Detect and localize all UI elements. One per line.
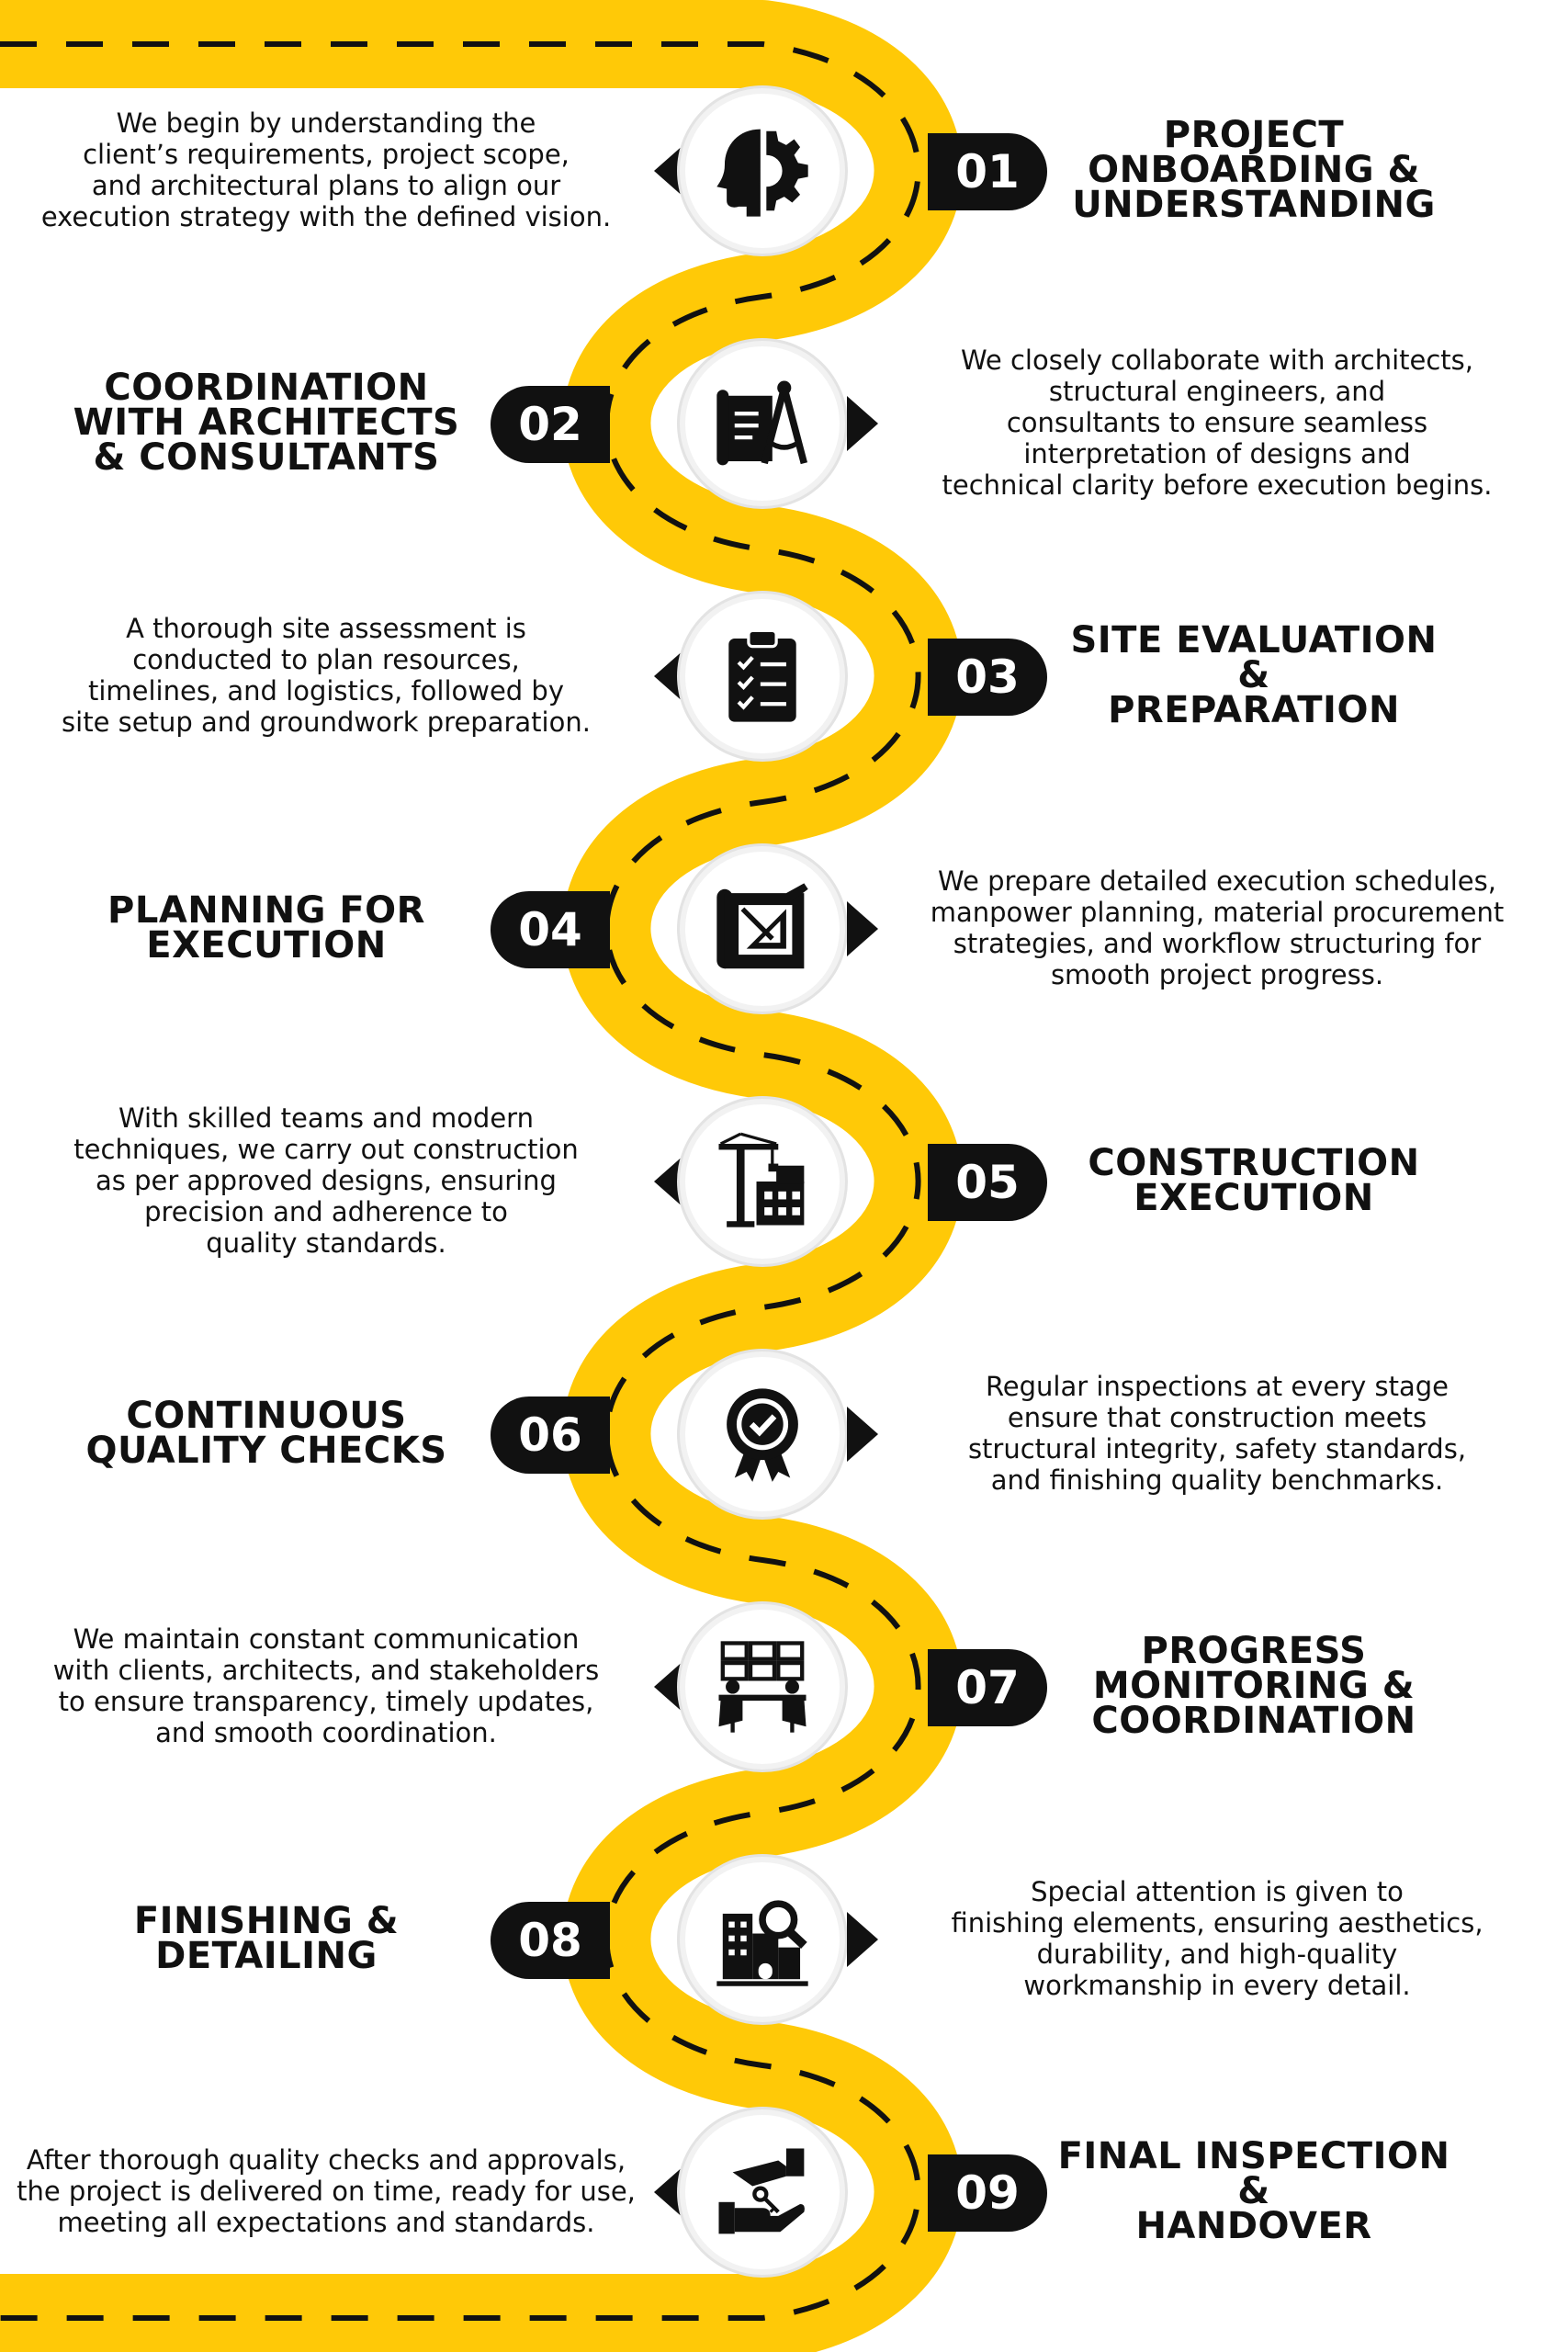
blueprint-ruler-icon bbox=[713, 879, 812, 978]
key-handover-icon bbox=[713, 2143, 812, 2242]
step-1-number: 01 bbox=[928, 133, 1047, 210]
step-2-description: We closely collaborate with architects, structural engineers, and consultants to ensure seamless interpretation of designs and technical clarity before execution begins. bbox=[942, 345, 1493, 501]
step-5-number: 05 bbox=[928, 1144, 1047, 1221]
step-8-pointer bbox=[847, 1912, 878, 1967]
step-7-title: PROGRESS MONITORING & COORDINATION bbox=[1091, 1630, 1416, 1742]
step-1 bbox=[0, 46, 1568, 276]
step-9-number: 09 bbox=[928, 2154, 1047, 2232]
step-8 bbox=[0, 1815, 1568, 2044]
step-8-icon-circle bbox=[680, 1857, 845, 2022]
step-9-description: After thorough quality checks and approvals, the project is delivered on time, ready for use, meeting all expectations and standards. bbox=[17, 2144, 636, 2238]
step-7 bbox=[0, 1562, 1568, 1792]
step-3-number: 03 bbox=[928, 639, 1047, 716]
step-7-icon-circle bbox=[680, 1604, 845, 1770]
step-6-icon-circle bbox=[680, 1351, 845, 1517]
step-2-title: COORDINATION WITH ARCHITECTS & CONSULTANTS bbox=[73, 367, 460, 479]
step-9-icon-circle bbox=[680, 2109, 845, 2275]
step-6-description: Regular inspections at every stage ensure that construction meets structural integrity, safety standards, and finishing quality benchmarks. bbox=[967, 1371, 1467, 1496]
step-8-number: 08 bbox=[491, 1902, 610, 1979]
step-5-icon-circle bbox=[680, 1099, 845, 1264]
step-8-title: FINISHING & DETAILING bbox=[133, 1900, 400, 1977]
step-9-title: FINAL INSPECTION & HANDOVER bbox=[1057, 2135, 1450, 2247]
step-4-pointer bbox=[847, 901, 878, 956]
step-1-icon-circle bbox=[680, 88, 845, 254]
quality-badge-icon bbox=[713, 1385, 812, 1484]
step-8-description: Special attention is given to finishing elements, ensuring aesthetics, durability, and high-quality workmanship in every detail. bbox=[951, 1876, 1483, 2001]
blueprint-compass-icon bbox=[713, 374, 812, 473]
step-7-description: We maintain constant communication with clients, architects, and stakeholders to ensure transparency, timely updates, and smooth coordination. bbox=[52, 1623, 600, 1748]
checklist-clipboard-icon bbox=[713, 627, 812, 726]
monitoring-room-icon bbox=[713, 1637, 812, 1736]
building-inspection-icon bbox=[713, 1890, 812, 1989]
crane-building-icon bbox=[713, 1132, 812, 1231]
step-1-title: PROJECT ONBOARDING & UNDERSTANDING bbox=[1072, 114, 1436, 226]
step-4-description: We prepare detailed execution schedules, manpower planning, material procurement strategies, and workflow structuring for smooth project progress. bbox=[930, 865, 1505, 990]
step-4 bbox=[0, 804, 1568, 1034]
step-3 bbox=[0, 551, 1568, 781]
step-3-title: SITE EVALUATION & PREPARATION bbox=[1070, 619, 1438, 731]
step-2-number: 02 bbox=[491, 386, 610, 463]
step-4-number: 04 bbox=[491, 891, 610, 968]
step-6 bbox=[0, 1309, 1568, 1539]
step-2-pointer bbox=[847, 396, 878, 451]
head-gear-icon bbox=[713, 121, 812, 220]
step-5-description: With skilled teams and modern techniques, we carry out construction as per approved designs, ensuring precision and adherence to quality standards. bbox=[73, 1102, 579, 1259]
step-2-icon-circle bbox=[680, 341, 845, 506]
step-9 bbox=[0, 2067, 1568, 2297]
step-3-description: A thorough site assessment is conducted to plan resources, timelines, and logistics, followed by site setup and groundwork preparation. bbox=[62, 613, 591, 738]
step-5 bbox=[0, 1057, 1568, 1286]
step-6-title: CONTINUOUS QUALITY CHECKS bbox=[85, 1395, 447, 1472]
step-1-description: We begin by understanding the client’s requirements, project scope, and architectural plans to align our execution strategy with the defined vision. bbox=[40, 107, 612, 232]
step-4-icon-circle bbox=[680, 846, 845, 1012]
step-3-icon-circle bbox=[680, 594, 845, 759]
step-5-title: CONSTRUCTION EXECUTION bbox=[1088, 1142, 1420, 1219]
step-7-number: 07 bbox=[928, 1649, 1047, 1726]
step-4-title: PLANNING FOR EXECUTION bbox=[107, 889, 425, 967]
step-2 bbox=[0, 299, 1568, 528]
step-6-pointer bbox=[847, 1407, 878, 1462]
step-6-number: 06 bbox=[491, 1396, 610, 1474]
